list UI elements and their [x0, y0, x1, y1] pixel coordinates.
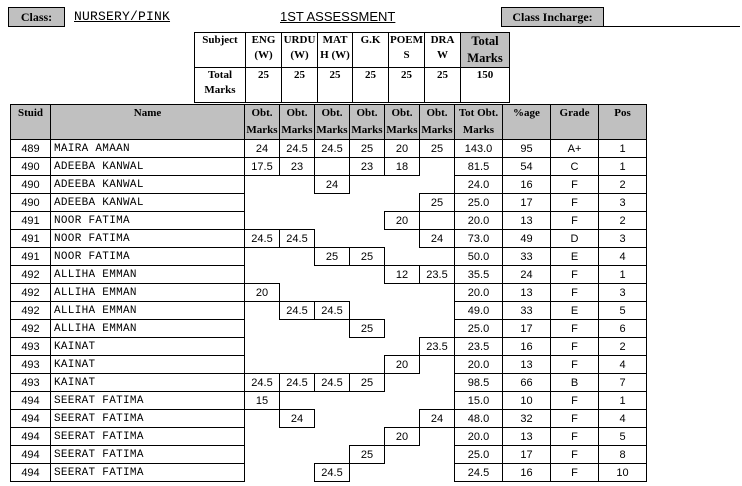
table-row: [11, 338, 647, 356]
stuid-cell: 494: [11, 464, 51, 482]
tot-obt-cell: 143.0: [455, 140, 503, 158]
class-incharge-blank-line: [604, 26, 740, 27]
percentage-cell: 16: [503, 176, 551, 194]
pos-cell: 5: [599, 428, 647, 446]
poems-cell: 12: [385, 266, 420, 284]
poems-cell: [385, 374, 420, 392]
gk-cell: 25: [350, 140, 385, 158]
table-row: [11, 356, 647, 374]
name-cell: SEERAT FATIMA: [51, 392, 245, 410]
stuid-cell: 490: [11, 158, 51, 176]
name-cell: SEERAT FATIMA: [51, 428, 245, 446]
stuid-cell: 493: [11, 374, 51, 392]
header-grade: Grade: [551, 105, 599, 140]
table-row: [11, 212, 647, 230]
table-row: [11, 428, 647, 446]
subject-gk: G.K: [353, 33, 389, 68]
gk-cell: 25: [350, 248, 385, 266]
gk-cell: 23: [350, 158, 385, 176]
percentage-cell: 16: [503, 464, 551, 482]
urdu-cell: 24.5: [280, 230, 315, 248]
draw-cell: [420, 428, 455, 446]
percentage-cell: 13: [503, 356, 551, 374]
table-row: [11, 446, 647, 464]
stuid-cell: 494: [11, 410, 51, 428]
grade-cell: F: [551, 194, 599, 212]
math-cell: 24.5: [315, 374, 350, 392]
pos-cell: 2: [599, 176, 647, 194]
percentage-cell: 54: [503, 158, 551, 176]
eng-cell: [245, 212, 280, 230]
stuid-cell: 491: [11, 248, 51, 266]
math-cell: [315, 230, 350, 248]
name-cell: SEERAT FATIMA: [51, 410, 245, 428]
draw-cell: [420, 284, 455, 302]
name-cell: SEERAT FATIMA: [51, 446, 245, 464]
tot-obt-cell: 35.5: [455, 266, 503, 284]
urdu-cell: 23: [280, 158, 315, 176]
percentage-cell: 17: [503, 446, 551, 464]
gk-cell: [350, 176, 385, 194]
percentage-cell: 33: [503, 302, 551, 320]
urdu-cell: [280, 392, 315, 410]
math-cell: 25: [315, 248, 350, 266]
percentage-cell: 10: [503, 392, 551, 410]
tot-obt-cell: 20.0: [455, 356, 503, 374]
eng-cell: 20: [245, 284, 280, 302]
name-cell: ALLIHA EMMAN: [51, 302, 245, 320]
draw-cell: 25: [420, 194, 455, 212]
urdu-total: 25: [282, 68, 318, 103]
tot-obt-cell: 15.0: [455, 392, 503, 410]
gk-cell: 25: [350, 374, 385, 392]
eng-cell: [245, 464, 280, 482]
grade-cell: F: [551, 266, 599, 284]
percentage-cell: 17: [503, 194, 551, 212]
grade-cell: E: [551, 302, 599, 320]
header-eng-obt: Obt. Marks: [245, 105, 280, 140]
pos-cell: 4: [599, 356, 647, 374]
eng-cell: [245, 266, 280, 284]
draw-total: 25: [425, 68, 461, 103]
table-row: [11, 158, 647, 176]
urdu-cell: [280, 284, 315, 302]
eng-cell: [245, 320, 280, 338]
poems-cell: [385, 176, 420, 194]
gk-cell: 25: [350, 320, 385, 338]
header-tot-obt: Tot Obt. Marks: [455, 105, 503, 140]
draw-cell: 24: [420, 410, 455, 428]
table-row: [11, 320, 647, 338]
total-marks-row-label: Total Marks: [195, 68, 246, 103]
stuid-cell: 493: [11, 356, 51, 374]
subject-poems: POEM S: [389, 33, 425, 68]
name-cell: NOOR FATIMA: [51, 248, 245, 266]
grade-cell: F: [551, 176, 599, 194]
math-cell: [315, 446, 350, 464]
name-cell: ALLIHA EMMAN: [51, 320, 245, 338]
stuid-cell: 493: [11, 338, 51, 356]
stuid-cell: 494: [11, 428, 51, 446]
header-math-obt: Obt. Marks: [315, 105, 350, 140]
urdu-cell: 24: [280, 410, 315, 428]
urdu-cell: [280, 176, 315, 194]
draw-cell: [420, 248, 455, 266]
pos-cell: 3: [599, 230, 647, 248]
stuid-cell: 491: [11, 230, 51, 248]
gk-total: 25: [353, 68, 389, 103]
eng-cell: [245, 338, 280, 356]
tot-obt-cell: 98.5: [455, 374, 503, 392]
pos-cell: 3: [599, 284, 647, 302]
draw-cell: [420, 320, 455, 338]
eng-cell: 15: [245, 392, 280, 410]
gk-cell: [350, 230, 385, 248]
table-row: [11, 176, 647, 194]
percentage-cell: 17: [503, 320, 551, 338]
poems-cell: [385, 446, 420, 464]
math-cell: 24.5: [315, 302, 350, 320]
subject-row-label: Subject: [195, 33, 246, 68]
urdu-cell: 24.5: [280, 302, 315, 320]
eng-cell: [245, 176, 280, 194]
poems-cell: [385, 230, 420, 248]
table-row: [11, 374, 647, 392]
results-table: [10, 104, 647, 482]
poems-cell: [385, 284, 420, 302]
eng-cell: [245, 356, 280, 374]
draw-cell: [420, 446, 455, 464]
urdu-cell: [280, 464, 315, 482]
math-cell: [315, 410, 350, 428]
header-percentage: %age: [503, 105, 551, 140]
eng-cell: 24: [245, 140, 280, 158]
eng-cell: [245, 446, 280, 464]
grade-cell: A+: [551, 140, 599, 158]
draw-cell: [420, 464, 455, 482]
tot-obt-cell: 24.5: [455, 464, 503, 482]
grade-cell: B: [551, 374, 599, 392]
math-cell: 24.5: [315, 464, 350, 482]
percentage-cell: 33: [503, 248, 551, 266]
eng-cell: 24.5: [245, 230, 280, 248]
pos-cell: 1: [599, 266, 647, 284]
stuid-cell: 489: [11, 140, 51, 158]
pos-cell: 1: [599, 392, 647, 410]
poems-cell: 18: [385, 158, 420, 176]
math-cell: [315, 392, 350, 410]
draw-cell: 23.5: [420, 266, 455, 284]
stuid-cell: 494: [11, 446, 51, 464]
urdu-cell: [280, 248, 315, 266]
grade-cell: F: [551, 392, 599, 410]
urdu-cell: [280, 194, 315, 212]
math-cell: [315, 356, 350, 374]
tot-obt-cell: 25.0: [455, 320, 503, 338]
grade-cell: F: [551, 320, 599, 338]
header-draw-obt: Obt. Marks: [420, 105, 455, 140]
subject-urdu: URDU (W): [282, 33, 318, 68]
draw-cell: 24: [420, 230, 455, 248]
grade-cell: D: [551, 230, 599, 248]
eng-total: 25: [246, 68, 282, 103]
name-cell: ADEEBA KANWAL: [51, 194, 245, 212]
poems-cell: 20: [385, 212, 420, 230]
name-cell: ADEEBA KANWAL: [51, 176, 245, 194]
class-value: NURSERY/PINK: [74, 9, 171, 24]
draw-cell: [420, 392, 455, 410]
gk-cell: 25: [350, 446, 385, 464]
percentage-cell: 49: [503, 230, 551, 248]
grand-total-value: 150: [461, 68, 510, 103]
table-row: [11, 410, 647, 428]
grade-cell: F: [551, 284, 599, 302]
draw-cell: [420, 356, 455, 374]
poems-total: 25: [389, 68, 425, 103]
urdu-cell: [280, 428, 315, 446]
tot-obt-cell: 24.0: [455, 176, 503, 194]
subject-draw: DRA W: [425, 33, 461, 68]
table-row: [11, 248, 647, 266]
tot-obt-cell: 48.0: [455, 410, 503, 428]
poems-cell: [385, 464, 420, 482]
assessment-title: 1ST ASSESSMENT: [280, 9, 396, 24]
grade-cell: F: [551, 338, 599, 356]
urdu-cell: [280, 266, 315, 284]
table-row: [11, 284, 647, 302]
pos-cell: 10: [599, 464, 647, 482]
urdu-cell: [280, 356, 315, 374]
gk-cell: [350, 356, 385, 374]
table-row: [11, 302, 647, 320]
poems-cell: [385, 338, 420, 356]
name-cell: MAIRA AMAAN: [51, 140, 245, 158]
table-row: [11, 266, 647, 284]
draw-cell: [420, 176, 455, 194]
gk-cell: [350, 302, 385, 320]
math-cell: [315, 194, 350, 212]
pos-cell: 4: [599, 248, 647, 266]
tot-obt-cell: 50.0: [455, 248, 503, 266]
table-row: [11, 194, 647, 212]
gk-cell: [350, 410, 385, 428]
poems-cell: [385, 302, 420, 320]
eng-cell: [245, 194, 280, 212]
header-urdu-obt: Obt. Marks: [280, 105, 315, 140]
subject-math: MAT H (W): [318, 33, 353, 68]
name-cell: KAINAT: [51, 374, 245, 392]
grade-cell: F: [551, 446, 599, 464]
pos-cell: 1: [599, 140, 647, 158]
draw-cell: 25: [420, 140, 455, 158]
tot-obt-cell: 25.0: [455, 446, 503, 464]
pos-cell: 1: [599, 158, 647, 176]
stuid-cell: 491: [11, 212, 51, 230]
urdu-cell: [280, 338, 315, 356]
eng-cell: [245, 302, 280, 320]
tot-obt-cell: 81.5: [455, 158, 503, 176]
math-cell: [315, 284, 350, 302]
stuid-cell: 494: [11, 392, 51, 410]
results-body: [11, 140, 647, 482]
stuid-cell: 490: [11, 194, 51, 212]
gk-cell: [350, 284, 385, 302]
tot-obt-cell: 23.5: [455, 338, 503, 356]
percentage-cell: 24: [503, 266, 551, 284]
header-gk-obt: Obt. Marks: [350, 105, 385, 140]
grade-cell: C: [551, 158, 599, 176]
subject-eng: ENG (W): [246, 33, 282, 68]
pos-cell: 2: [599, 338, 647, 356]
math-cell: [315, 158, 350, 176]
header-poems-obt: Obt. Marks: [385, 105, 420, 140]
draw-cell: [420, 302, 455, 320]
gk-cell: [350, 338, 385, 356]
gk-cell: [350, 464, 385, 482]
draw-cell: 23.5: [420, 338, 455, 356]
eng-cell: 17.5: [245, 158, 280, 176]
pos-cell: 4: [599, 410, 647, 428]
name-cell: ALLIHA EMMAN: [51, 266, 245, 284]
results-header-row: [11, 105, 647, 140]
draw-cell: [420, 212, 455, 230]
math-cell: [315, 338, 350, 356]
eng-cell: [245, 248, 280, 266]
eng-cell: [245, 410, 280, 428]
tot-obt-cell: 20.0: [455, 428, 503, 446]
pos-cell: 3: [599, 194, 647, 212]
gk-cell: [350, 428, 385, 446]
pos-cell: 2: [599, 212, 647, 230]
draw-cell: [420, 374, 455, 392]
percentage-cell: 32: [503, 410, 551, 428]
header-name: Name: [51, 105, 245, 140]
name-cell: KAINAT: [51, 338, 245, 356]
stuid-cell: 492: [11, 284, 51, 302]
draw-cell: [420, 158, 455, 176]
poems-cell: [385, 194, 420, 212]
poems-cell: [385, 392, 420, 410]
math-total: 25: [318, 68, 353, 103]
name-cell: ALLIHA EMMAN: [51, 284, 245, 302]
name-cell: SEERAT FATIMA: [51, 464, 245, 482]
table-row: [11, 392, 647, 410]
math-cell: 24.5: [315, 140, 350, 158]
poems-cell: [385, 410, 420, 428]
grade-cell: F: [551, 464, 599, 482]
grade-cell: F: [551, 212, 599, 230]
gk-cell: [350, 194, 385, 212]
stuid-cell: 492: [11, 302, 51, 320]
stuid-cell: 492: [11, 320, 51, 338]
header-stuid: Stuid: [11, 105, 51, 140]
class-label: Class:: [8, 7, 65, 27]
poems-cell: 20: [385, 140, 420, 158]
grade-cell: F: [551, 410, 599, 428]
table-row: [11, 230, 647, 248]
table-row: [11, 464, 647, 482]
urdu-cell: [280, 446, 315, 464]
tot-obt-cell: 49.0: [455, 302, 503, 320]
urdu-cell: [280, 320, 315, 338]
poems-cell: 20: [385, 428, 420, 446]
pos-cell: 7: [599, 374, 647, 392]
eng-cell: 24.5: [245, 374, 280, 392]
percentage-cell: 66: [503, 374, 551, 392]
urdu-cell: 24.5: [280, 374, 315, 392]
name-cell: KAINAT: [51, 356, 245, 374]
class-incharge-label: Class Incharge:: [501, 7, 604, 27]
urdu-cell: 24.5: [280, 140, 315, 158]
stuid-cell: 492: [11, 266, 51, 284]
math-cell: [315, 320, 350, 338]
math-cell: [315, 212, 350, 230]
urdu-cell: [280, 212, 315, 230]
subject-totals-table: [194, 32, 510, 103]
math-cell: 24: [315, 176, 350, 194]
grade-cell: F: [551, 356, 599, 374]
gk-cell: [350, 212, 385, 230]
gk-cell: [350, 266, 385, 284]
grade-cell: F: [551, 428, 599, 446]
eng-cell: [245, 428, 280, 446]
tot-obt-cell: 25.0: [455, 194, 503, 212]
table-row: [11, 140, 647, 158]
name-cell: NOOR FATIMA: [51, 212, 245, 230]
poems-cell: 20: [385, 356, 420, 374]
grand-total-label: Total Marks: [461, 33, 510, 68]
pos-cell: 8: [599, 446, 647, 464]
tot-obt-cell: 20.0: [455, 284, 503, 302]
poems-cell: [385, 320, 420, 338]
percentage-cell: 13: [503, 428, 551, 446]
stuid-cell: 490: [11, 176, 51, 194]
pos-cell: 6: [599, 320, 647, 338]
percentage-cell: 95: [503, 140, 551, 158]
math-cell: [315, 428, 350, 446]
percentage-cell: 16: [503, 338, 551, 356]
percentage-cell: 13: [503, 284, 551, 302]
tot-obt-cell: 20.0: [455, 212, 503, 230]
pos-cell: 5: [599, 302, 647, 320]
grade-cell: E: [551, 248, 599, 266]
name-cell: NOOR FATIMA: [51, 230, 245, 248]
header-pos: Pos: [599, 105, 647, 140]
percentage-cell: 13: [503, 212, 551, 230]
gk-cell: [350, 392, 385, 410]
tot-obt-cell: 73.0: [455, 230, 503, 248]
math-cell: [315, 266, 350, 284]
poems-cell: [385, 248, 420, 266]
name-cell: ADEEBA KANWAL: [51, 158, 245, 176]
